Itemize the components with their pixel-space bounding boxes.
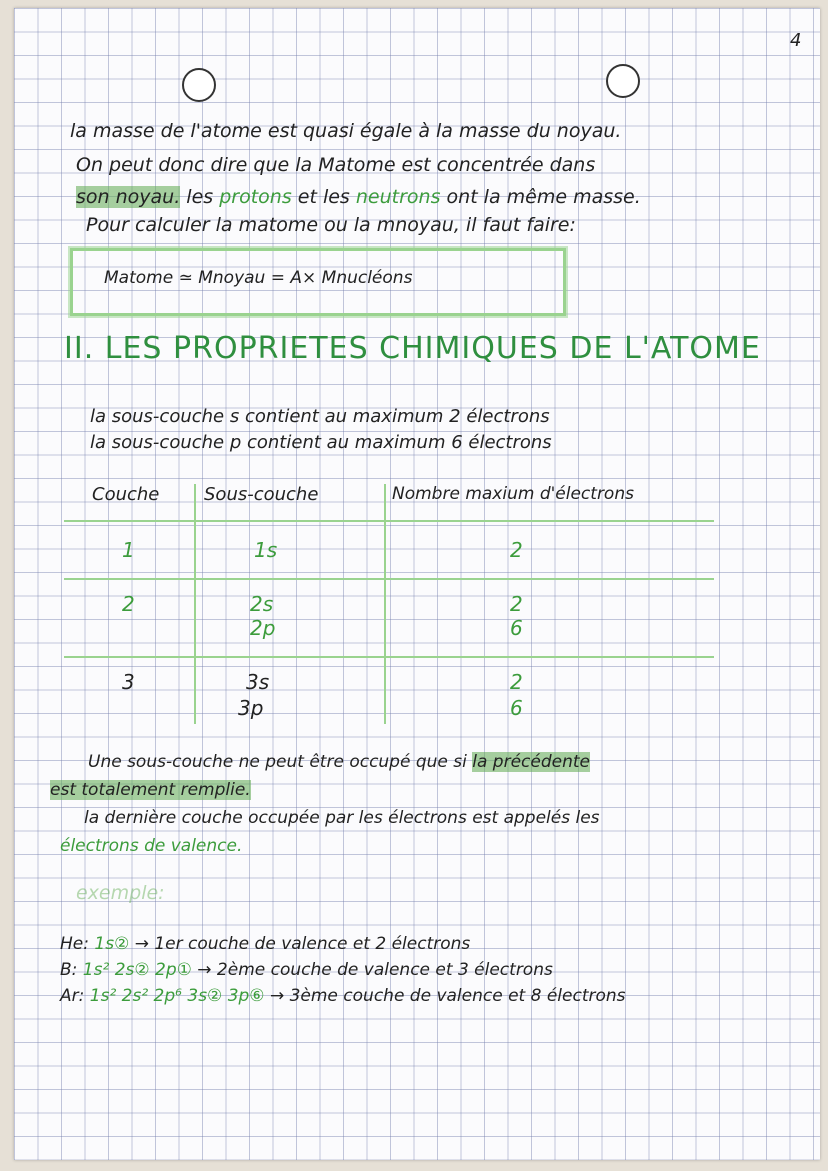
punch-hole-right [606, 64, 640, 98]
example-label: exemple: [76, 882, 165, 904]
table-row-2-max-p: 6 [510, 616, 523, 640]
neutrons-word: neutrons [355, 186, 441, 208]
formula: Matome ≃ Mnoyau = A× Mnucléons [104, 268, 413, 288]
example-ar [60, 986, 626, 1006]
table-row-3-max-p: 6 [510, 696, 523, 720]
table-row-3-sous-s: 3s [246, 670, 270, 694]
rule-line2: est totalement remplie. [50, 780, 251, 800]
example-ar-config: 1s² 2s² 2p⁶ 3s② 3p⑥ [89, 986, 265, 1006]
table-row-2-max-s: 2 [510, 592, 523, 616]
table-row-line-2 [64, 656, 714, 658]
section-title: II. LES PROPRIETES CHIMIQUES DE L'ATOME [64, 331, 761, 366]
table-row-1-max: 2 [510, 538, 523, 562]
table-row-3-sous-p: 3p [238, 696, 264, 720]
page-number: 4 [790, 30, 802, 51]
para1-line1: la masse de l'atome est quasi égale à la masse du noyau. [70, 120, 622, 142]
rule-line4: électrons de valence. [60, 836, 243, 856]
table-row-2-sous-s: 2s [250, 592, 274, 616]
example-he [60, 934, 470, 954]
example-b [60, 960, 553, 980]
para1-line3 [76, 186, 641, 208]
noyau-highlight: son noyau. [76, 186, 181, 208]
example-b-desc: → 2ème couche de valence et 3 électrons [197, 960, 553, 980]
para1-line4: Pour calculer la matome ou la mnoyau, il faut faire: [86, 214, 576, 236]
table-row-2-couche: 2 [122, 592, 135, 616]
example-b-element: B: [60, 960, 78, 980]
example-ar-desc: → 3ème couche de valence et 8 électrons [269, 986, 626, 1006]
precedente-highlight: la précédente [472, 752, 591, 772]
example-he-config: 1s② [94, 934, 130, 954]
table-row-1-couche: 1 [122, 538, 135, 562]
notebook-page [14, 8, 820, 1160]
table-row-3-couche: 3 [122, 670, 135, 694]
example-ar-element: Ar: [60, 986, 85, 1006]
para1-line2: On peut donc dire que la Matome est concentrée dans [76, 154, 596, 176]
example-he-element: He: [60, 934, 89, 954]
table-row-3-max-s: 2 [510, 670, 523, 694]
example-he-desc: → 1er couche de valence et 2 électrons [134, 934, 471, 954]
rule-line1 [88, 752, 590, 772]
table-header-line [64, 520, 714, 522]
table-header-couche: Couche [92, 484, 160, 505]
protons-word: protons [219, 186, 292, 208]
punch-hole-left [182, 68, 216, 102]
rule-line1-text: Une sous-couche ne peut être occupé que si [88, 752, 467, 772]
para1-meme-masse: ont la même masse. [446, 186, 641, 208]
para1-les: les [186, 186, 214, 208]
intro-line1: la sous-couche s contient au maximum 2 électrons [90, 406, 550, 427]
table-header-nombre: Nombre maxium d'électrons [392, 484, 634, 504]
table-row-1-sous: 1s [254, 538, 278, 562]
rule-line3: la dernière couche occupée par les électrons est appelés les [84, 808, 600, 828]
table-row-2-sous-p: 2p [250, 616, 276, 640]
intro-line2: la sous-couche p contient au maximum 6 électrons [90, 432, 552, 453]
table-header-sous-couche: Sous-couche [204, 484, 319, 505]
table-row-line-1 [64, 578, 714, 580]
para1-et-les: et les [297, 186, 350, 208]
example-b-config: 1s² 2s② 2p① [82, 960, 192, 980]
